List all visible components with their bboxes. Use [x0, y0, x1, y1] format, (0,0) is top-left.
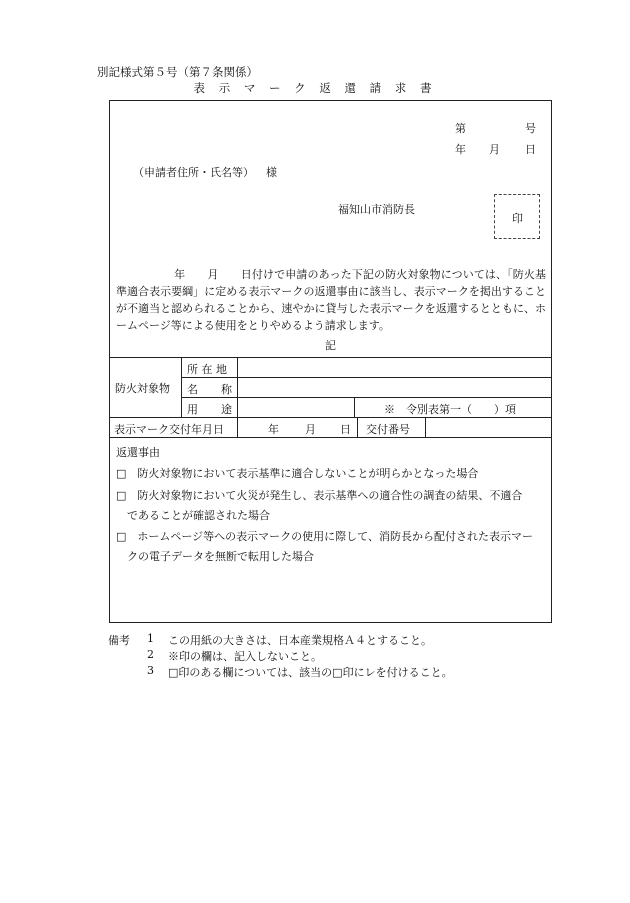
use-label-left: 用 [187, 403, 198, 416]
form-number-label: 別記様式第５号（第７条関係） [97, 65, 258, 79]
applicant-label: （申請者住所・氏名等） [133, 166, 254, 179]
date-day: 日 [525, 143, 536, 156]
fire-target-group-label: 防火対象物 [115, 382, 170, 395]
note-1-number: 1 [147, 632, 154, 645]
location-label: 所 在 地 [187, 363, 227, 376]
reason-item-3-cont: クの電子データを無断で転用した場合 [127, 550, 314, 563]
ki-mark: 記 [325, 339, 336, 352]
date-month: 月 [489, 143, 500, 156]
table-col-5 [425, 417, 426, 437]
number-suffix: 号 [525, 122, 536, 135]
issue-month: 月 [305, 423, 316, 436]
table-col-3 [354, 397, 355, 417]
reason-item-3: □ ホームページ等への表示マークの使用に際して、消防長から配付された表示マー [116, 530, 533, 543]
date-year: 年 [455, 143, 466, 156]
name-label-right: 称 [221, 383, 232, 396]
note-2-number: 2 [147, 648, 154, 661]
reason-item-2: □ 防火対象物において火災が発生し、表示基準への適合性の調査の結果、不適合 [116, 489, 523, 502]
reason-item-2-cont: であることが確認された場合 [127, 509, 270, 522]
table-rule-3 [109, 417, 552, 418]
name-label-left: 名 [187, 383, 198, 396]
issue-date-label: 表示マーク交付年月日 [114, 423, 224, 436]
table-col-2 [237, 357, 238, 437]
request-paragraph-text: 年 月 日付けで申請のあった下記の防火対象物については、「防火基準適合表示要綱」に定める表示マークの返還事由に該当し、表示マークを掲出することが不適当と認められることから、速やかに貸与した表示マークを返還するとともに、ホームページ等による使用をとりやめるよう請求します。 [116, 268, 546, 332]
request-paragraph [116, 266, 546, 334]
note-3-number: 3 [147, 664, 154, 677]
reason-item-1: □ 防火対象物において表示基準に適合しないことが明らかとなった場合 [116, 467, 479, 480]
note-1-text: この用紙の大きさは、日本産業規格Ａ４とすること。 [168, 634, 432, 647]
table-bottom-rule [109, 437, 552, 438]
ordinance-note: ※ 令別表第一（ ）項 [384, 403, 516, 416]
note-2-text: ※印の欄は、記入しないこと。 [168, 650, 322, 663]
notes-label: 備考 [108, 634, 130, 647]
fire-chief-label: 福知山市消防長 [338, 203, 415, 216]
note-3-text: □印のある欄については、該当の□印にレを付けること。 [168, 666, 453, 679]
seal-mark: 印 [512, 212, 523, 225]
reasons-title: 返還事由 [116, 446, 160, 459]
issue-day: 日 [340, 423, 351, 436]
number-prefix: 第 [455, 122, 466, 135]
table-top-rule [109, 357, 552, 358]
table-col-4 [357, 417, 358, 437]
use-label-right: 途 [221, 403, 232, 416]
table-col-1 [181, 357, 182, 417]
issue-year: 年 [268, 423, 279, 436]
issue-number-label: 交付番号 [366, 423, 410, 436]
honorific: 様 [266, 166, 277, 179]
document-title: 表 示 マ ー ク 返 還 請 求 書 [193, 81, 437, 95]
